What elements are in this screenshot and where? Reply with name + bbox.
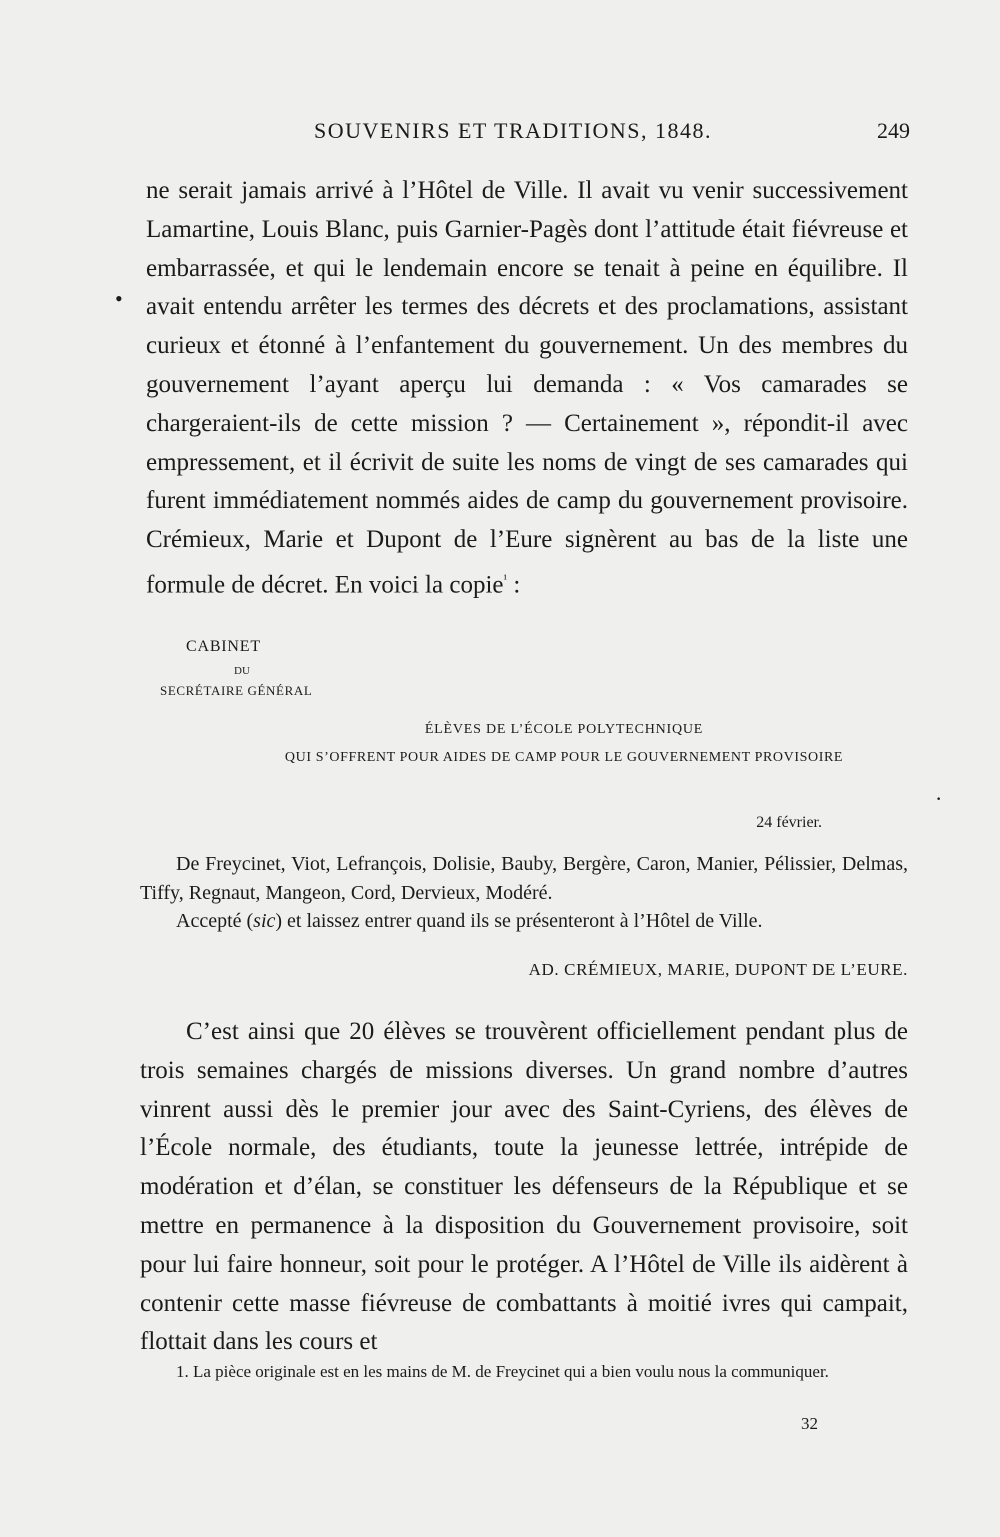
- document-signatures: AD. CRÉMIEUX, MARIE, DUPONT DE L’EURE.: [528, 960, 908, 979]
- running-title: SOUVENIRS ET TRADITIONS, 1848.: [314, 118, 713, 143]
- body-text-2: [140, 1013, 908, 1362]
- page-number: 249: [877, 118, 910, 143]
- document-date: 24 février.: [756, 814, 822, 831]
- footnote: [140, 1360, 896, 1383]
- footnote-text: 1. La pièce originale est en les mains de M. de Freycinet qui a bien voulu nous la communiquer.: [176, 1362, 829, 1381]
- paragraph-tail: :: [507, 571, 521, 599]
- paragraph-text: ne serait jamais arrivé à l’Hôtel de Ville. Il avait vu venir successivement Lamartine, Louis Blanc, puis Garnier-Pagès dont l’attitude était fiévreuse et embarrassée, et qui le lendemain encore se tenait à peine en équilibre. Il avait entendu arrêter les termes des décrets et des proclamations, assistant curieux et étonné à l’enfantement du gouvernement. Un des membres du gouvernement l’ayant aperçu lui demanda : « Vos camarades se chargeraient-ils de cette mission ? — Certainement », répondit-il avec empressement, et il écrivit de suite les noms de vingt de ses camarades qui furent immédiatement nommés aides de camp du gouvernement provisoire. Crémieux, Marie et Dupont de l’Eure signèrent au bas de la liste une formule de décret. En voici la copie: [146, 177, 908, 599]
- document-heading: ÉLÈVES DE L’ÉCOLE POLYTECHNIQUE: [424, 722, 704, 737]
- document-subheading: QUI S’OFFRENT POUR AIDES DE CAMP POUR LE GOUVERNEMENT PROVISOIRE: [284, 750, 844, 765]
- cabinet-label: CABINET: [186, 638, 261, 655]
- accepte-line: Accepté (sic) et laissez entrer quand ils se présenteront à l’Hôtel de Ville.: [176, 910, 763, 932]
- signature-mark: 32: [801, 1414, 818, 1433]
- margin-dot: ·: [935, 786, 943, 811]
- secretaire-label: SECRÉTAIRE GÉNÉRAL: [160, 683, 313, 698]
- paragraph: C’est ainsi que 20 élèves se trouvèrent officiellement pendant plus de trois semaines chargés de missions diverses. Un grand nombre d’autres vinrent aussi dès le premier jour avec des Saint-Cyriens, des élèves de l’École normale, des étudiants, toute la jeunesse lettrée, intrépide de modération et d’élan, se constituer les défenseurs de la République et se mettre en permanence à la disposition du Gouvernement provisoire, soit pour lui faire honneur, soit pour le protéger. A l’Hôtel de Ville ils aidèrent à contenir cette masse fiévreuse de combattants à moitié ivres qui campait, flottait dans les cours et: [140, 1018, 908, 1356]
- body-text: [146, 172, 908, 605]
- paragraph: [146, 172, 908, 605]
- du-label: DU: [234, 665, 250, 677]
- running-header: [146, 118, 910, 152]
- names-list: De Freycinet, Viot, Lefrançois, Dolisie, Bauby, Bergère, Caron, Manier, Pélissier, Delmas, Tiffy, Regnaut, Mangeon, Cord, Dervieux, Modéré.: [140, 853, 908, 904]
- margin-mark: •: [115, 286, 123, 311]
- document-body: [140, 850, 908, 936]
- footnote-ref: ¹: [503, 571, 508, 586]
